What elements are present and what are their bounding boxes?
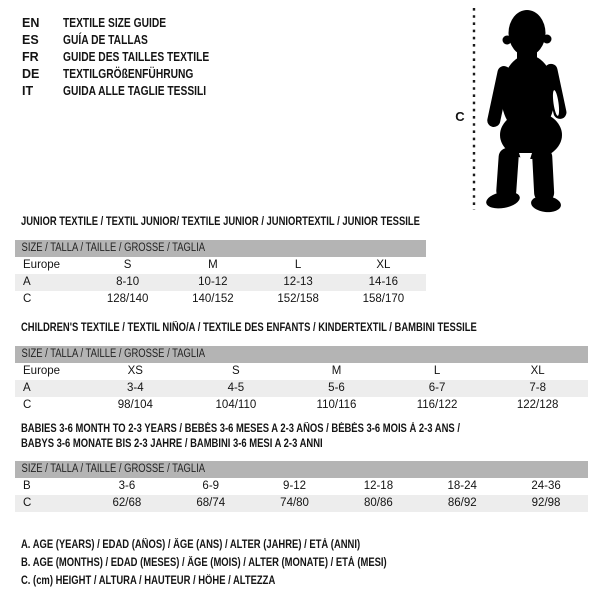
- size-header-row: [15, 346, 588, 363]
- children-size-table: [15, 346, 588, 414]
- footnotes-block: [21, 536, 467, 590]
- months-cell: 18-24: [447, 480, 477, 492]
- row-label: C: [23, 293, 32, 305]
- babies-title-line2: BABYS 3-6 MONATE BIS 2-3 JAHRE / BAMBINI 3-6 MESI A 2-3 ANNI: [21, 438, 323, 450]
- silhouette-leg-right: [532, 147, 555, 202]
- table-row-europe: [15, 257, 426, 274]
- measure-label-c: C: [455, 109, 465, 124]
- height-cell: 74/80: [280, 497, 309, 509]
- lang-code: IT: [22, 84, 34, 98]
- height-cell: 98/104: [117, 399, 153, 411]
- table-row-height: [15, 397, 588, 414]
- size-header-label: SIZE / TALLA / TAILLE / GRÖSSE / TAGLIA: [21, 242, 205, 254]
- size-header-row: [15, 240, 426, 257]
- age-cell: 6-7: [428, 382, 446, 394]
- lang-row-it: [22, 83, 241, 100]
- table-row-age: [15, 380, 588, 397]
- table-row-months: [15, 478, 588, 495]
- size-cell: M: [331, 365, 342, 377]
- silhouette-crotch-notch: [519, 153, 532, 174]
- height-cell: 110/116: [316, 399, 357, 411]
- footnote-a: A. AGE (YEARS) / EDAD (AÑOS) / ÂGE (ANS) / ALTER (JAHRE) / ETÀ (ANNI): [21, 539, 361, 551]
- junior-size-table: [15, 240, 426, 308]
- size-cell: L: [433, 365, 441, 377]
- size-cell: S: [123, 259, 132, 271]
- children-table-title: [21, 321, 577, 336]
- height-cell: 158/170: [362, 293, 405, 305]
- lang-code: ES: [22, 33, 39, 47]
- size-cell: S: [232, 365, 240, 377]
- size-cell: XL: [530, 365, 545, 377]
- lang-code: FR: [22, 50, 39, 64]
- footnote-c: C. (cm) HEIGHT / ALTURA / HAUTEUR / HÖHE / ALTEZZA: [21, 575, 276, 587]
- height-cell: 128/140: [106, 293, 149, 305]
- table-row-height: [15, 495, 588, 512]
- babies-table-title: [21, 422, 556, 452]
- size-cell: XS: [127, 365, 143, 377]
- height-cell: 152/158: [277, 293, 319, 305]
- lang-code: DE: [22, 67, 40, 81]
- row-label: B: [23, 480, 31, 492]
- height-cell: 80/86: [364, 497, 393, 509]
- silhouette-ear-right: [543, 35, 552, 44]
- table-row-europe: [15, 363, 588, 380]
- months-cell: 3-6: [118, 480, 136, 492]
- height-cell: 122/128: [516, 399, 559, 411]
- lang-label: TEXTILE SIZE GUIDE: [63, 16, 167, 30]
- lang-code: EN: [22, 16, 40, 30]
- lang-row-fr: [22, 49, 241, 66]
- size-cell: XL: [376, 259, 391, 271]
- months-cell: 12-18: [363, 480, 394, 492]
- lang-label: TEXTILGRÖßENFÜHRUNG: [63, 67, 194, 81]
- size-header-label: SIZE / TALLA / TAILLE / GRÖSSE / TAGLIA: [21, 348, 205, 360]
- age-cell: 10-12: [198, 276, 228, 288]
- table-row-height: [15, 291, 426, 308]
- age-cell: 7-8: [529, 382, 546, 394]
- junior-table-title: [21, 215, 507, 230]
- age-cell: 4-5: [227, 382, 245, 394]
- junior-title-text: JUNIOR TEXTILE / TEXTIL JUNIOR/ TEXTILE JUNIOR / JUNIORTEXTIL / JUNIOR TESSILE: [21, 216, 420, 228]
- row-label: C: [23, 497, 32, 509]
- table-row-age: [15, 274, 426, 291]
- months-cell: 9-12: [283, 480, 307, 492]
- size-header-label: SIZE / TALLA / TAILLE / GRÖSSE / TAGLIA: [21, 463, 205, 475]
- height-cell: 92/98: [531, 497, 561, 509]
- age-cell: 3-4: [126, 382, 144, 394]
- child-silhouette: [485, 10, 568, 214]
- months-cell: 24-36: [531, 480, 561, 492]
- height-cell: 62/68: [112, 497, 142, 509]
- row-label: A: [23, 276, 31, 288]
- months-cell: 6-9: [202, 480, 220, 492]
- silhouette-foot-right: [530, 194, 562, 213]
- row-label: Europe: [23, 365, 61, 377]
- lang-row-en: [22, 15, 241, 32]
- child-silhouette-figure: [440, 0, 600, 220]
- age-cell: 14-16: [368, 276, 399, 288]
- babies-title-line1: BABIES 3-6 MONTH TO 2-3 YEARS / BEBÉS 3-6 MESES A 2-3 AÑOS / BÉBÉS 3-6 MOIS À 2-3 ANS /: [21, 423, 460, 435]
- age-cell: 12-13: [283, 276, 313, 288]
- row-label: Europe: [23, 259, 61, 271]
- lang-row-de: [22, 66, 241, 83]
- height-cell: 140/152: [192, 293, 234, 305]
- height-cell: 104/110: [215, 399, 257, 411]
- age-cell: 8-10: [116, 276, 140, 288]
- age-cell: 5-6: [328, 382, 345, 394]
- height-cell: 68/74: [196, 497, 226, 509]
- row-label: A: [23, 382, 31, 394]
- footnote-b: B. AGE (MONTHS) / EDAD (MESES) / ÂGE (MOIS) / ALTER (MONATE) / ETÀ (MESI): [21, 557, 387, 569]
- lang-label: GUIDE DES TAILLES TEXTILE: [63, 50, 210, 64]
- lang-label: GUIDA ALLE TAGLIE TESSILI: [63, 84, 207, 98]
- babies-size-table: [15, 461, 588, 512]
- silhouette-ear-left: [503, 36, 512, 45]
- row-label: C: [23, 399, 32, 411]
- height-cell: 86/92: [447, 497, 477, 509]
- language-guide-block: [22, 15, 241, 100]
- child-figure-block: [440, 0, 600, 220]
- size-header-row: [15, 461, 588, 478]
- height-cell: 116/122: [416, 399, 458, 411]
- lang-label: GUÍA DE TALLAS: [63, 33, 148, 47]
- lang-row-es: [22, 32, 241, 49]
- size-cell: M: [208, 259, 218, 271]
- size-cell: L: [294, 259, 302, 271]
- children-title-text: CHILDREN'S TEXTILE / TEXTIL NIÑO/A / TEXTILE DES ENFANTS / KINDERTEXTIL / BAMBINI TESSILE: [21, 322, 477, 334]
